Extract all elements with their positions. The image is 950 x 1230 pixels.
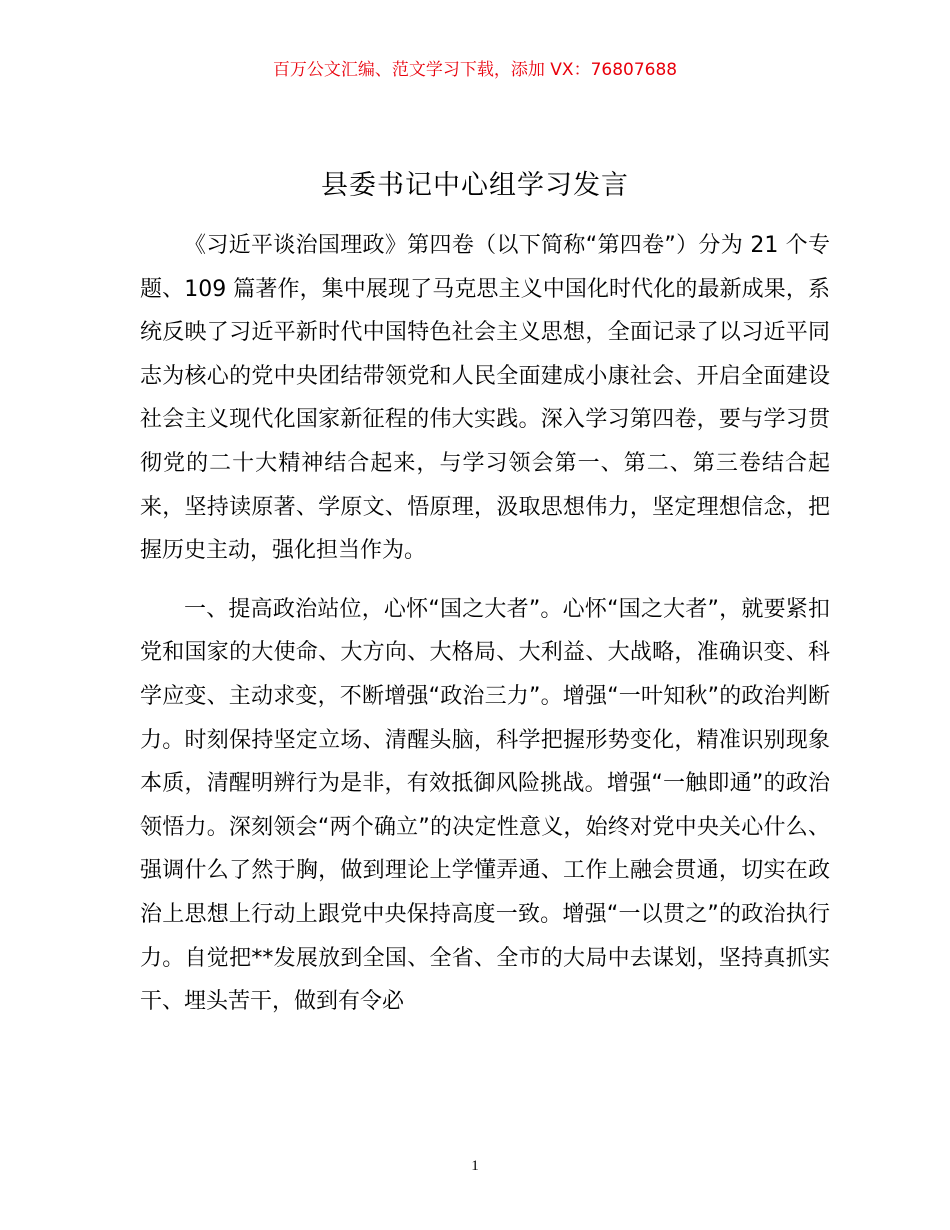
paragraph-section-one: 一、提高政治站位，心怀“国之大者”。心怀“国之大者”，就要紧扣党和国家的大使命、大方向、大格局、大利益、大战略，准确识变、科学应变、主动求变，不断增强“政治三力”。增强“一叶知秋”的政治判断力。时刻保持坚定立场、清醒头脑，科学把握形势变化，精准识别现象本质，清醒明辨行为是非，有效抵御风险挑战。增强“一触即通”的政治领悟力。深刻领会“两个确立”的决定性意义，始终对党中央关心什么、强调什么了然于胸，做到理论上学懂弄通、工作上融会贯通，切实在政治上思想上行动上跟党中央保持高度一致。增强“一以贯之”的政治执行力。自觉把**发展放到全国、全省、全市的大局中去谋划，坚持真抓实干、埋头苦干，做到有令必 <box>140 596 830 1015</box>
header-banner: 百万公文汇编、范文学习下载，添加 VX：76807688 <box>272 60 678 80</box>
document-body <box>140 224 830 1024</box>
paragraph-intro: 《习近平谈治国理政》第四卷（以下简称“第四卷”）分为 21 个专题、109 篇著作，集中展现了马克思主义中国化时代化的最新成果，系统反映了习近平新时代中国特色社会主义思想，全面记录了以习近平同志为核心的党中央团结带领党和人民全面建成小康社会、开启全面建设社会主义现代化国家新征程的伟大实践。深入学习第四卷，要与学习贯彻党的二十大精神结合起来，与学习领会第一、第二、第三卷结合起来，坚持读原著、学原文、悟原理，汲取思想伟力，坚定理想信念，把握历史主动，强化担当作为。 <box>140 233 830 564</box>
page-number: 1 <box>471 1158 479 1174</box>
document-title: 县委书记中心组学习发言 <box>321 170 629 201</box>
